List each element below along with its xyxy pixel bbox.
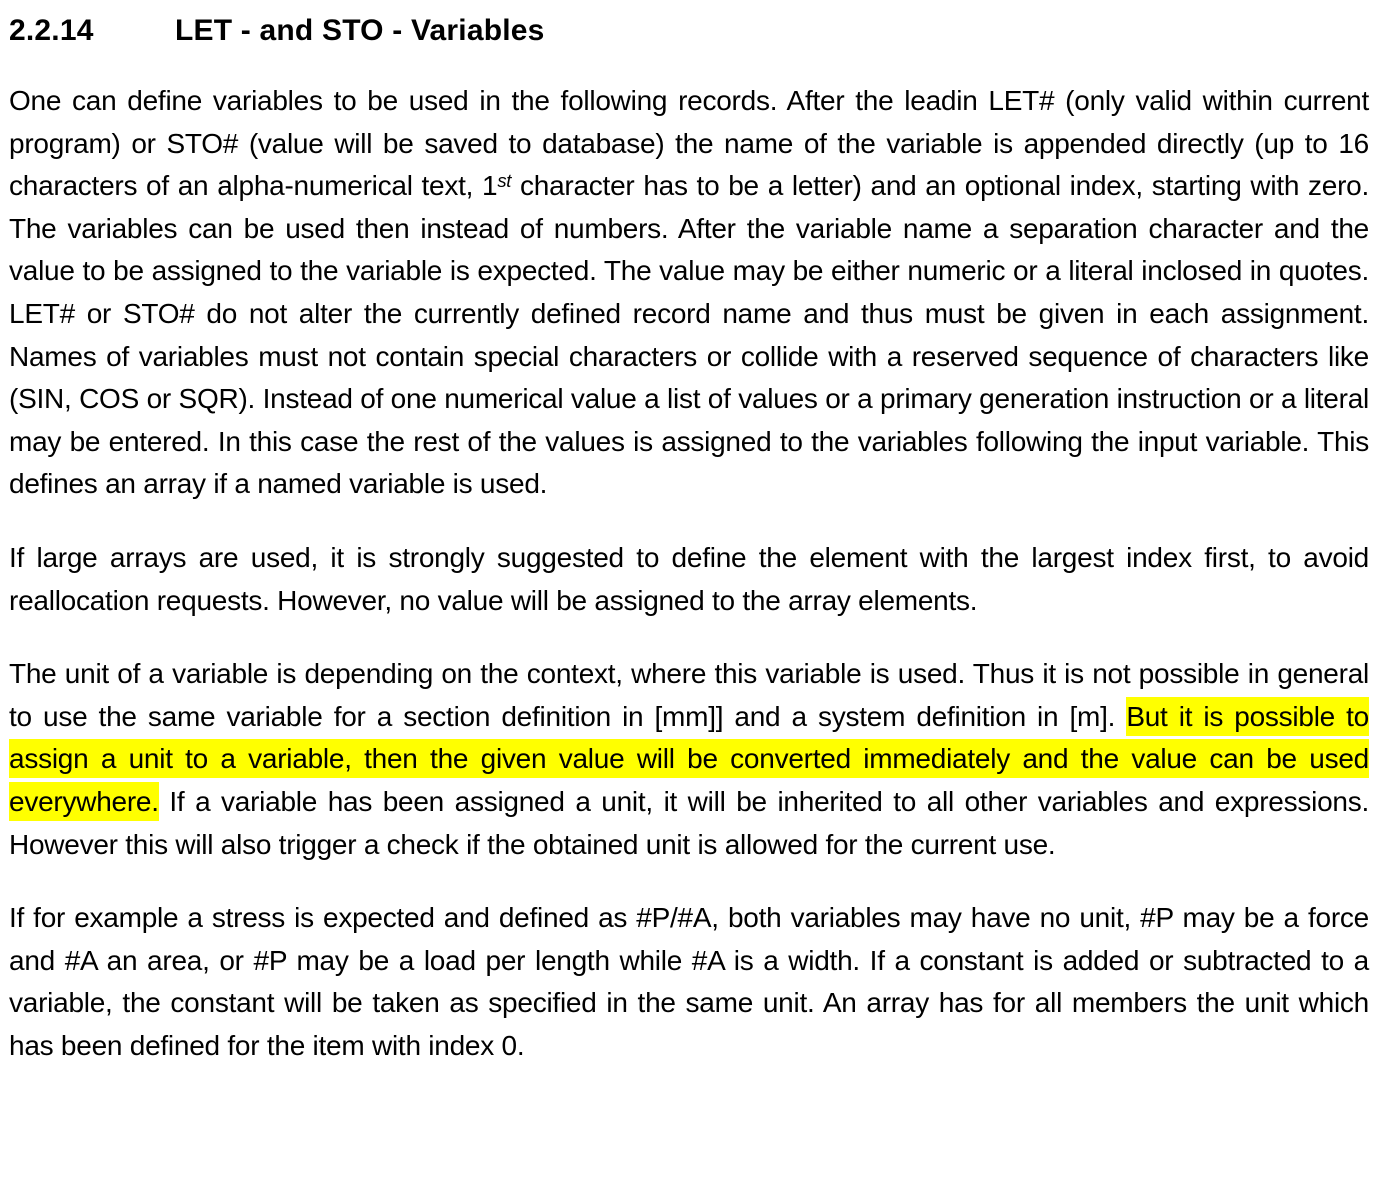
body-paragraph-2 [9, 537, 1369, 622]
body-paragraph-1 [9, 80, 1369, 506]
paragraph-3-text-after-highlight: If a variable has been assigned a unit, it will be inherited to all other variables and expressions. However this will also trigger a check if the obtained unit is allowed for the current use. [9, 785, 1369, 860]
section-number: 2.2.14 [9, 14, 94, 47]
body-paragraph-4 [9, 897, 1369, 1067]
highlighted-text: But it is possible to assign a unit to a variable, then the given value will be converted immediately and the value can be used everywhere. [9, 697, 1369, 821]
paragraph-1-text-after-superscript: character has to be a letter) and an optional index, starting with zero. The variables can be used then instead of numbers. After the variable name a separation character and the value to be assigned to the variable is expected. The value may be either numeric or a literal inclosed in quotes. LET# or STO# do not alter the currently defined record name and thus must be given in each assignment. Names of variables must not contain special characters or collide with a reserved sequence of characters like (SIN, COS or SQR). Instead of one numerical value a list of values or a primary generation instruction or a literal may be entered. In this case the rest of the values is assigned to the variables following the input variable. This defines an array if a named variable is used. [9, 170, 1369, 500]
paragraph-1-text-before-superscript: One can define variables to be used in the following records. After the leadin LET# (only valid within current program) or STO# (value will be saved to database) the name of the variable is appended directly (up to 16 characters of an alpha-numerical text, 1 [9, 85, 1369, 202]
superscript-ordinal: st [497, 169, 512, 191]
section-heading [9, 14, 1369, 48]
paragraph-3-text-before-highlight: The unit of a variable is depending on the context, where this variable is used. Thus it is not possible in general to use the same variable for a section definition in [mm]] and a system definition in [m]. [9, 658, 1369, 732]
paragraph-4-text: If for example a stress is expected and defined as #P/#A, both variables may have no unit, #P may be a force and #A an area, or #P may be a load per length while #A is a width. If a constant is added or subtracted to a variable, the constant will be taken as specified in the same unit. An array has for all members the unit which has been defined for the item with index 0. [9, 902, 1369, 1061]
section-title: LET - and STO - Variables [175, 14, 545, 47]
paragraph-2-text: If large arrays are used, it is strongly suggested to define the element with the largest index first, to avoid reallocation requests. However, no value will be assigned to the array elements. [9, 541, 1369, 616]
body-paragraph-3 [9, 653, 1369, 866]
